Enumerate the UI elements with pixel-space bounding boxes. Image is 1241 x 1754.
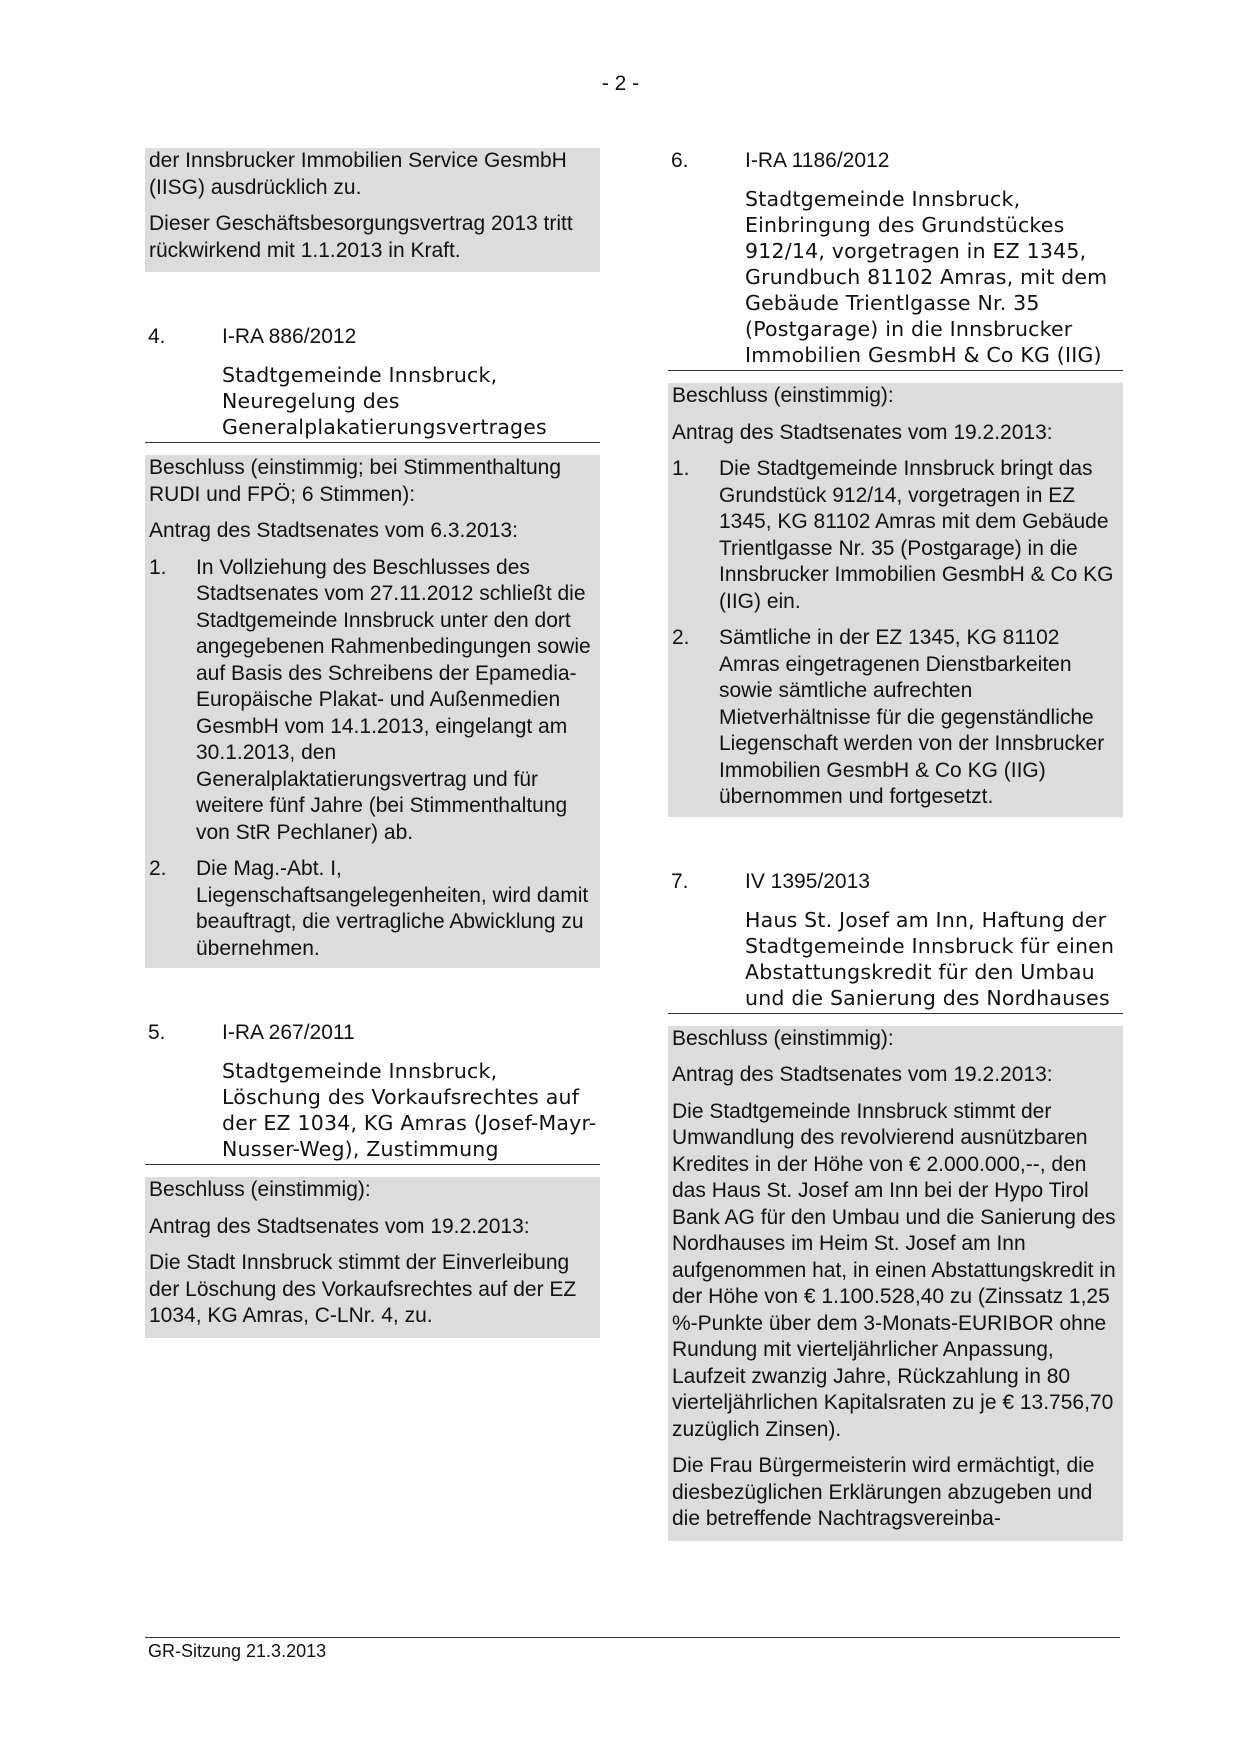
resolution-text: Die Stadt Innsbruck stimmt der Einverleibung der Löschung des Vorkaufsrechtes auf der EZ 1034, KG Amras, C-LNr. 4, zu. (149, 1251, 577, 1327)
authorization-text: Die Frau Bürgermeisterin wird ermächtigt, die diesbezüglichen Erklärungen abzugeben und die betreffende Nachtragsvereinba- (672, 1454, 1095, 1530)
intro-paragraph-1: der Innsbrucker Immobilien Service GesmbH (IISG) ausdrücklich zu. (149, 149, 567, 199)
resolution-block (145, 455, 600, 968)
footer-session-date: GR-Sitzung 21.3.2013 (148, 1641, 327, 1661)
list-item (149, 555, 596, 857)
point-number: 2. (672, 626, 690, 649)
left-column (145, 148, 600, 1338)
item-number: 7. (671, 869, 689, 893)
item-reference: I-RA 1186/2012 (745, 149, 890, 172)
resolution-label: Beschluss (einstimmig): (672, 384, 894, 407)
point-number: 1. (149, 555, 167, 579)
resolution-text: Die Stadtgemeinde Innsbruck stimmt der Umwandlung des revolvierend ausnützbaren Kredites in der Höhe von € 2.000.000,--, den das Haus St. Josef am Inn bei der Hypo Tirol Bank AG für den Umbau und die Sanierung des Nordhauses im Heim St. Josef am Inn aufgenommen hat, in einen Abstattungskredit in der Höhe von € 1.100.528,40 zu (Zinssatz 1,25 %-Punkte über dem 3-Monats-EURIBOR ohne Rundung mit vierteljährlicher Anpassung, Laufzeit zwanzig Jahre, Rückzahlung in 80 vierteljährlichen Kapitalsraten zu je € 13.756,70 zuzüglich Zinsen). (672, 1099, 1116, 1441)
footer-rule (145, 1637, 1120, 1638)
resolution-label: Beschluss (einstimmig; bei Stimmenthaltung RUDI und FPÖ; 6 Stimmen): (149, 456, 562, 506)
item-title: Stadtgemeinde Innsbruck, Löschung des Vorkaufsrechtes auf der EZ 1034, KG Amras (Josef-Mayr-Nusser-Weg), Zustimmung (222, 1059, 597, 1161)
list-item (149, 856, 596, 966)
title-rule (668, 1013, 1123, 1014)
agenda-item-6 (668, 148, 1123, 817)
agenda-item-5 (145, 1020, 600, 1338)
resolution-points (672, 456, 1119, 815)
motion-label: Antrag des Stadtsenates vom 6.3.2013: (149, 519, 518, 542)
resolution-label: Beschluss (einstimmig): (672, 1026, 894, 1050)
point-text: Die Stadtgemeinde Innsbruck bringt das Grundstück 912/14, vorgetragen in EZ 1345, KG 81102 Amras mit dem Gebäude Trientlgasse Nr. 35 (Postgarage) in die Innsbrucker Immobilien GesmbH & Co KG (IIG) ein. (719, 457, 1114, 613)
item-reference: I-RA 886/2012 (222, 325, 357, 348)
intro-paragraph-2: Dieser Geschäftsbesorgungsvertrag 2013 tritt rückwirkend mit 1.1.2013 in Kraft. (149, 212, 573, 262)
item-reference: I-RA 267/2011 (222, 1021, 355, 1044)
list-item (672, 456, 1119, 625)
item-reference: IV 1395/2013 (745, 869, 870, 893)
agenda-item-7 (668, 869, 1123, 1541)
point-text: Die Mag.-Abt. I, Liegenschaftsangelegenheiten, wird damit beauftragt, die vertragliche Abwicklung zu übernehmen. (196, 857, 589, 960)
resolution-label: Beschluss (einstimmig): (149, 1178, 371, 1201)
motion-label: Antrag des Stadtsenates vom 19.2.2013: (672, 1063, 1053, 1086)
item-number: 6. (671, 149, 689, 172)
right-column (668, 148, 1123, 1541)
point-text: In Vollziehung des Beschlusses des Stadtsenates vom 27.11.2012 schließt die Stadtgemeinde Innsbruck unter den dort angegebenen Rahmenbedingungen sowie auf Basis des Schreibens der Epamedia-Europäische Plakat- und Außenmedien GesmbH vom 14.1.2013, eingelangt am 30.1.2013, den Generalplaktatierungsvertrag und für weitere fünf Jahre (bei Stimmenthaltung von StR Pechlaner) ab. (196, 555, 591, 844)
point-number: 2. (149, 857, 167, 880)
motion-label: Antrag des Stadtsenates vom 19.2.2013: (672, 420, 1053, 444)
item-title: Stadtgemeinde Innsbruck, Neuregelung des Generalplakatierungsvertrages (222, 363, 547, 439)
item-number: 4. (148, 325, 166, 348)
item-title: Haus St. Josef am Inn, Haftung der Stadtgemeinde Innsbruck für einen Abstattungskredit für den Umbau und die Sanierung des Nordhauses (745, 907, 1115, 1010)
title-rule (668, 370, 1123, 371)
point-number: 1. (672, 457, 690, 480)
agenda-item-4 (145, 324, 600, 968)
item-number: 5. (148, 1021, 166, 1044)
resolution-block (668, 1026, 1123, 1541)
resolution-block (668, 383, 1123, 817)
resolution-block (145, 1177, 600, 1338)
page-number: - 2 - (601, 72, 640, 95)
title-rule (145, 442, 600, 443)
point-text: Sämtliche in der EZ 1345, KG 81102 Amras eingetragenen Dienstbarkeiten sowie sämtliche aufrechten Mietverhältnisse für die gegenständliche Liegenschaft werden von der Innsbrucker Immobilien GesmbH & Co KG (IIG) übernommen und fortgesetzt. (719, 626, 1105, 808)
motion-label: Antrag des Stadtsenates vom 19.2.2013: (149, 1214, 530, 1238)
item-title: Stadtgemeinde Innsbruck, Einbringung des Grundstückes 912/14, vorgetragen in EZ 1345, Grundbuch 81102 Amras, mit dem Gebäude Trientlgasse Nr. 35 (Postgarage) in die Innsbrucker Immobilien GesmbH & Co KG (IIG) (745, 187, 1108, 367)
intro-block (145, 148, 600, 272)
list-item (672, 625, 1119, 815)
resolution-points (149, 555, 596, 967)
title-rule (145, 1164, 600, 1165)
